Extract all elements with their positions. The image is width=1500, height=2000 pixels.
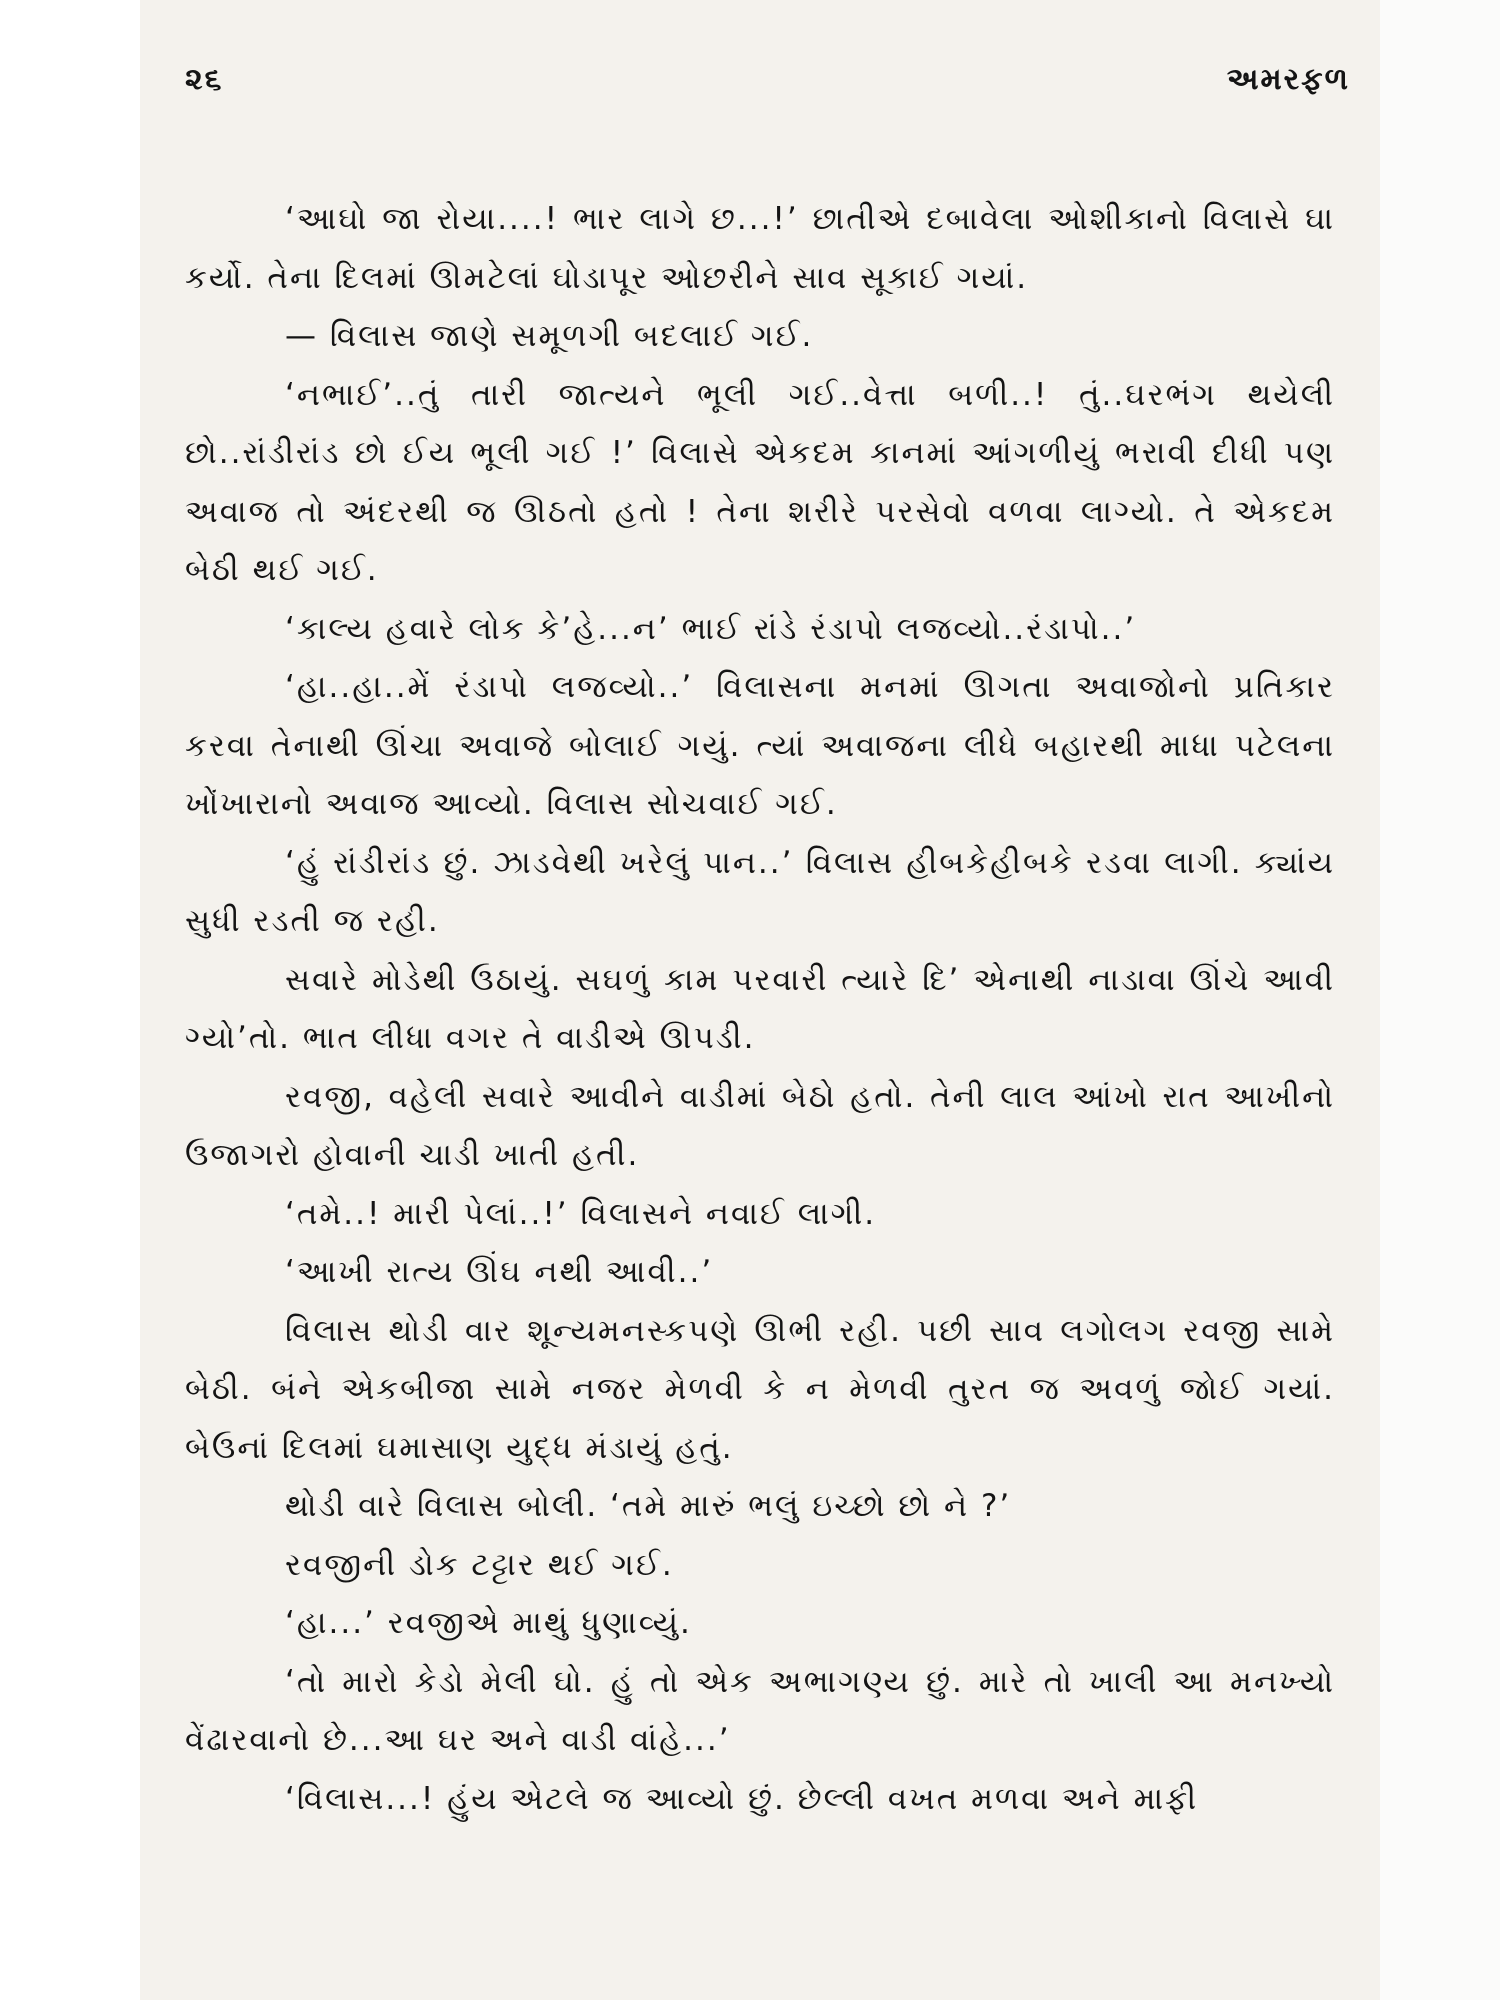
paragraph: ‘હું રાંડીરાંડ છું. ઝાડવેથી ખરેલું પાન..’ વિલાસ હીબકેહીબકે રડવા લાગી. ક્યાંય સુધી રડતી જ રહી. bbox=[185, 844, 1335, 939]
paragraph: ‘નભાઈ’..તું તારી જાત્યને ભૂલી ગઈ..વેત્તા બળી..! તું..ઘરભંગ થયેલી છો..રાંડીરાંડ છો ઈય ભૂલી ગઈ !’ વિલાસે એકદમ કાનમાં આંગળીયું ભરાવી દીધી પણ અવાજ તો અંદરથી જ ઊઠતો હતો ! તેના શરીરે પરસેવો વળવા લાગ્યો. તે એકદમ બેઠી થઈ ગઈ. bbox=[185, 376, 1335, 588]
page-gutter-left bbox=[0, 0, 140, 2000]
paragraph: સવારે મોડેથી ઉઠાયું. સઘળું કામ પરવારી ત્યારે દિ’ એનાથી નાડાવા ઊંચે આવી ગ્યો’તો. ભાત લીધા વગર તે વાડીએ ઊપડી. bbox=[185, 961, 1335, 1056]
paragraph: ‘આખી રાત્ય ઊંઘ નથી આવી..’ bbox=[285, 1254, 714, 1290]
page-number: ૨૬ bbox=[185, 62, 224, 97]
paragraph: ‘કાલ્ય હવારે લોક કે’હે...ન’ ભાઈ રાંડે રંડાપો લજવ્યો..રંડાપો..’ bbox=[285, 610, 1137, 647]
body-text bbox=[185, 190, 1335, 1828]
book-title: અમરફળ bbox=[1226, 62, 1350, 97]
paragraph: ‘તો મારો કેડો મેલી ઘો. હું તો એક અભાગણ્ય છું. મારે તો ખાલી આ મનખ્યો વેંઢારવાનો છે...આ ઘર અને વાડી વાંહે...’ bbox=[185, 1663, 1335, 1758]
paragraph: ‘હા..હા..મેં રંડાપો લજવ્યો..’ વિલાસના મનમાં ઊગતા અવાજોનો પ્રતિકાર કરવા તેનાથી ઊંચા અવાજે બોલાઈ ગયું. ત્યાં અવાજના લીધે બહારથી માધા પટેલના ખોંખારાનો અવાજ આવ્યો. વિલાસ સોચવાઈ ગઈ. bbox=[185, 669, 1335, 822]
paragraph: ‘હા...’ રવજીએ માથું ધુણાવ્યું. bbox=[285, 1605, 692, 1641]
paragraph: વિલાસ થોડી વાર શૂન્યમનસ્કપણે ઊભી રહી. પછી સાવ લગોલગ રવજી સામે બેઠી. બંને એકબીજા સામે નજર મેળવી કે ન મેળવી તુરત જ અવળું જોઈ ગયાં. બેઉનાં દિલમાં ઘમાસાણ યુદ્ધ મંડાયું હતું. bbox=[185, 1312, 1335, 1466]
page-gutter-right bbox=[1380, 0, 1500, 2000]
paragraph: — વિલાસ જાણે સમૂળગી બદલાઈ ગઈ. bbox=[285, 318, 814, 354]
paragraph: ‘આઘો જા રોયા....! ભાર લાગે છ...!’ છાતીએ દબાવેલા ઓશીકાનો વિલાસે ઘા કર્યો. તેના દિલમાં ઊમટેલાં ઘોડાપૂર ઓછરીને સાવ સૂકાઈ ગયાં. bbox=[185, 201, 1335, 296]
running-head bbox=[185, 62, 1350, 112]
paragraph: રવજીની ડોક ટટ્ટાર થઈ ગઈ. bbox=[285, 1546, 674, 1583]
paragraph: રવજી, વહેલી સવારે આવીને વાડીમાં બેઠો હતો. તેની લાલ આંખો રાત આખીનો ઉજાગરો હોવાની ચાડી ખાતી હતી. bbox=[185, 1078, 1335, 1173]
paragraph: થોડી વારે વિલાસ બોલી. ‘તમે મારું ભલું ઇચ્છો છો ને ?’ bbox=[285, 1488, 1012, 1524]
paragraph: ‘વિલાસ...! હુંય એટલે જ આવ્યો છું. છેલ્લી વખત મળવા અને માફી bbox=[285, 1780, 1199, 1817]
paragraph: ‘તમે..! મારી પેલાં..!’ વિલાસને નવાઈ લાગી. bbox=[285, 1195, 877, 1232]
